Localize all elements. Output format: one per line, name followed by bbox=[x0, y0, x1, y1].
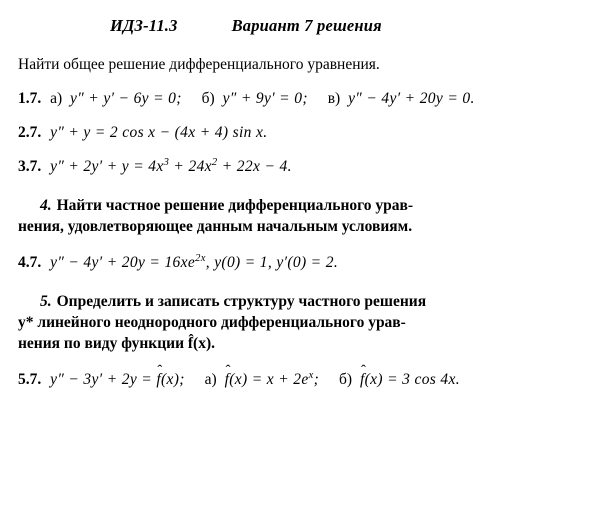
problem-5-7 bbox=[18, 371, 602, 389]
task-4-description bbox=[18, 196, 602, 238]
page-header bbox=[0, 16, 602, 36]
part-label-v: в) bbox=[327, 90, 341, 107]
task-5-line-2: y* линейного неоднородного дифференциального урав- bbox=[18, 313, 406, 331]
part-label-a: а) bbox=[50, 90, 63, 107]
equation-5-7-b: ˆ f(x) = 3 cos 4x. bbox=[360, 371, 460, 388]
task-number-5: 5. bbox=[40, 292, 52, 310]
equation-4-7: $y'' - 4y' + 20y = 16xe^{2x}$, y(0) = 1, y′(0) = 2. bbox=[50, 252, 339, 271]
equation-5-7-main: y″ − 3y′ + 2y = ˆ f(x); bbox=[50, 371, 185, 388]
problem-number: 2.7. bbox=[18, 124, 42, 141]
problem-1-7 bbox=[18, 90, 602, 108]
equation-1-7-v: y″ − 4y′ + 20y = 0. bbox=[348, 90, 475, 107]
part-label-a: а) bbox=[204, 370, 217, 388]
problem-4-7 bbox=[18, 254, 602, 272]
task-5-description bbox=[18, 292, 602, 355]
problem-number: 1.7. bbox=[18, 90, 42, 107]
problem-3-7 bbox=[18, 158, 602, 176]
problem-number: 3.7. bbox=[18, 158, 42, 175]
task-5-line-3: нения по виду функции f̂(x). bbox=[18, 334, 215, 352]
document-page bbox=[0, 16, 602, 516]
problem-2-7 bbox=[18, 124, 602, 142]
part-label-b: б) bbox=[339, 370, 353, 388]
variant-title: Вариант 7 решения bbox=[231, 16, 382, 35]
equation-3-7: $y'' + 2y' + y = 4x^3 + 24x^2 + 22x - 4$. bbox=[50, 156, 292, 175]
task-4-line-2: нения, удовлетворяющее данным начальным условиям. bbox=[18, 217, 413, 235]
part-label-b: б) bbox=[201, 90, 215, 107]
task-number-4: 4. bbox=[40, 197, 52, 214]
assignment-code: ИДЗ-11.3 bbox=[110, 16, 178, 35]
problem-number: 5.7. bbox=[18, 370, 42, 388]
equation-1-7-b: y″ + 9y′ = 0; bbox=[222, 90, 308, 107]
task-5-line-1: Определить и записать структуру частного решения bbox=[56, 292, 427, 310]
equation-1-7-a: y″ + y′ − 6y = 0; bbox=[70, 90, 182, 107]
intro-text: Найти общее решение дифференциального уравнения. bbox=[18, 56, 380, 73]
task-4-line-1: Найти частное решение дифференциального урав- bbox=[56, 197, 414, 214]
problem-number: 4.7. bbox=[18, 253, 42, 271]
equation-2-7: y″ + y = 2 cos x − (4x + 4) sin x. bbox=[50, 124, 268, 141]
equation-5-7-a: ˆ $f(x) = x + 2e^x$; bbox=[225, 371, 320, 388]
